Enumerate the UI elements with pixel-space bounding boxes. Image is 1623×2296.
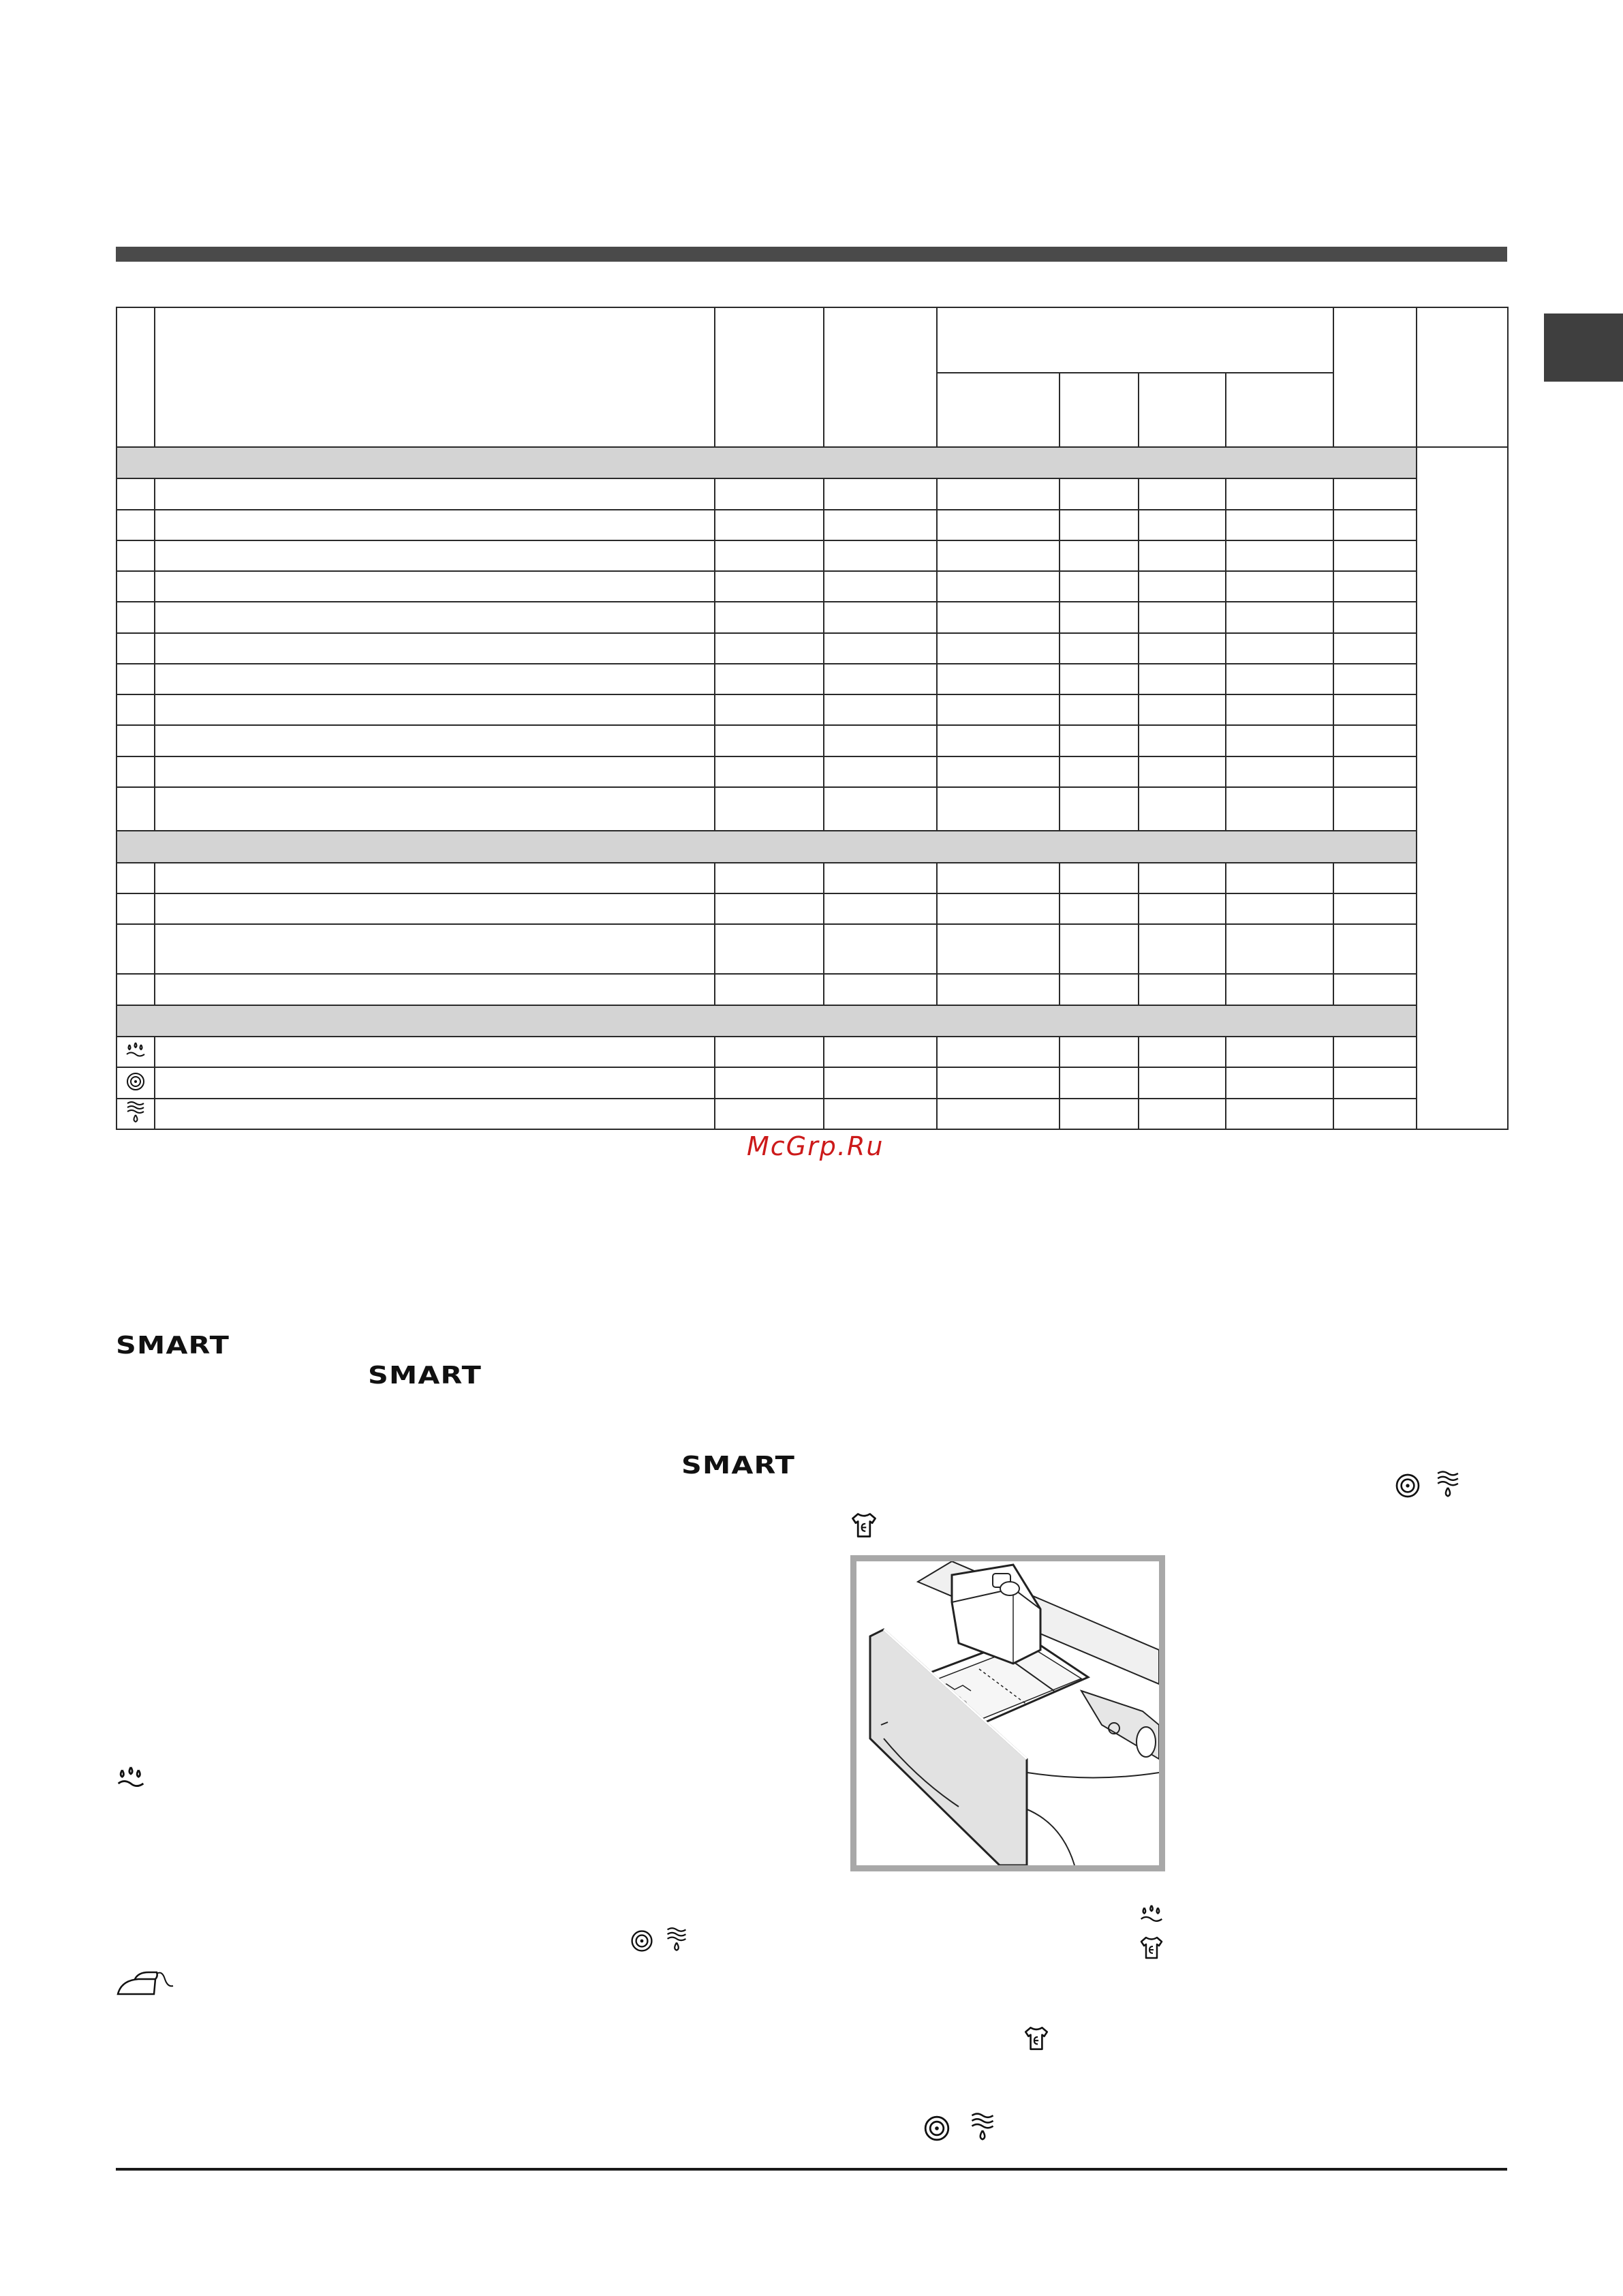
spin-spiral-icon [923,2114,951,2143]
footer-rule [116,2168,1507,2171]
watermark-text: McGrp.Ru [747,1131,884,1161]
shirt-stain-icon [1022,2024,1051,2053]
smart-logo: SMART [368,1362,482,1390]
table-section-row [117,1005,1508,1037]
table-row [117,571,1508,602]
table-section-row [117,447,1508,478]
rinse-drops-icon [114,1762,147,1795]
table-row [117,725,1508,756]
table-row [117,893,1508,924]
language-tab [1544,313,1623,382]
programme-table [116,307,1509,1130]
shirt-stain-icon [1138,1934,1165,1961]
detergent-drawer-illustration [850,1555,1165,1871]
spin-spiral-icon [630,1929,654,1953]
table-row [117,863,1508,893]
rinse-drops-icon [1138,1901,1165,1929]
shirt-stain-icon [849,1510,879,1540]
table-row [117,1067,1508,1098]
table-row [117,664,1508,694]
smart-logo: SMART [681,1452,796,1480]
table-row [117,540,1508,571]
table-row [117,974,1508,1005]
table-row [117,756,1508,787]
drain-waves-drop-icon [1434,1468,1462,1501]
table-row [117,602,1508,632]
table-row [117,694,1508,725]
table-row [117,478,1508,509]
table-header-row [117,307,1508,373]
spin-spiral-icon [1394,1472,1421,1499]
table-row [117,1099,1508,1130]
spin-spiral-icon [125,1071,146,1092]
table-row [117,787,1508,831]
table-row [117,1037,1508,1067]
table-row [117,510,1508,540]
rinse-drops-icon [124,1039,147,1062]
table-row [117,924,1508,974]
smart-logo: SMART [116,1332,230,1360]
iron-icon [114,1967,176,2001]
drain-waves-drop-icon [968,2110,998,2144]
table-row [117,633,1508,664]
drain-waves-drop-icon [664,1925,690,1955]
table-section-row [117,831,1508,862]
header-rule [116,247,1507,262]
drain-waves-drop-icon [124,1100,147,1124]
